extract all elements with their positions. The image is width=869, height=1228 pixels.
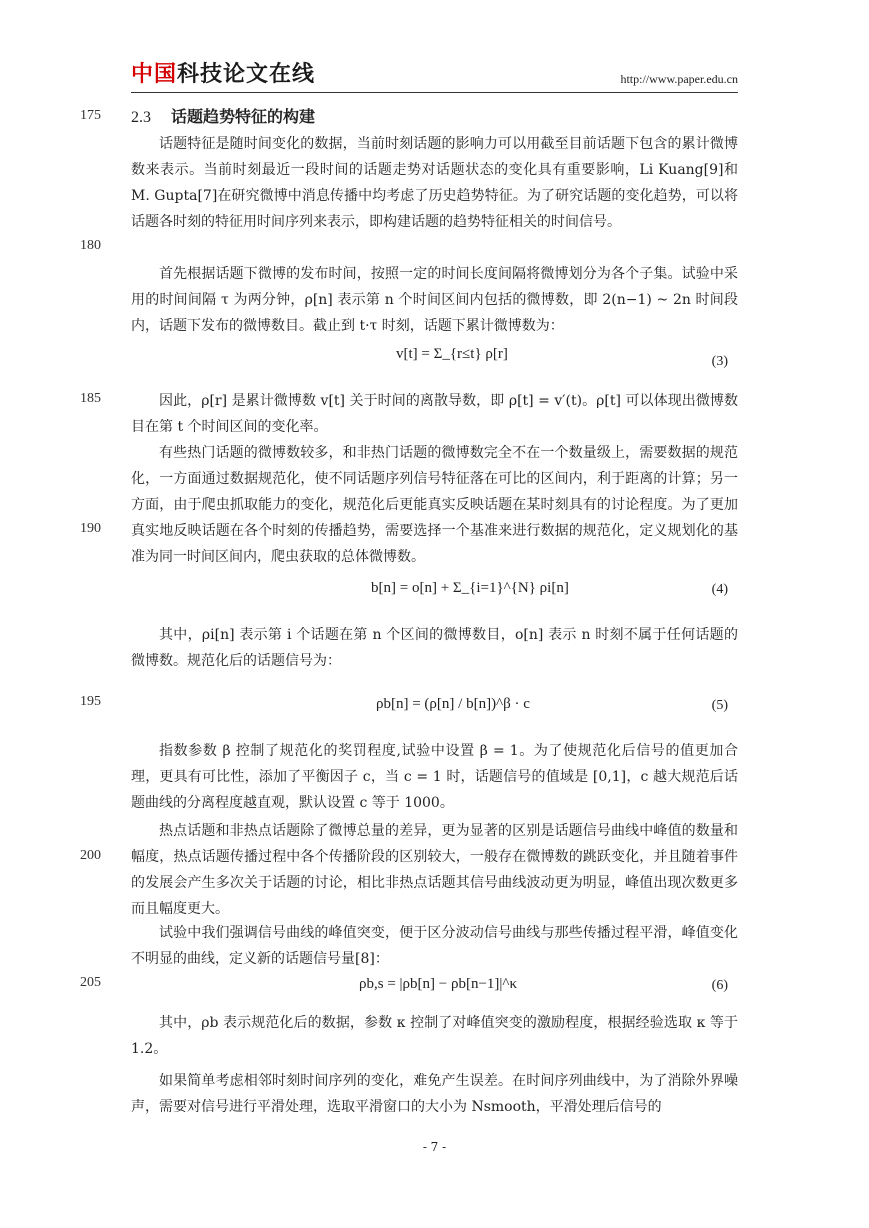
equation-body: b[n] = o[n] + Σ_{i=1}^{N} ρi[n] — [371, 580, 569, 596]
paragraph: 因此，ρ[r] 是累计微博数 v[t] 关于时间的离散导数，即 ρ[t] = v′(t)。ρ[t] 可以体现出微博数目在第 t 个时间区间的变化率。 — [131, 393, 738, 435]
paragraph: 指数参数 β 控制了规范化的奖罚程度,试验中设置 β = 1。为了使规范化后信号的值更加合理，更具有可比性，添加了平衡因子 c，当 c = 1 时，话题信号的值域是 [0,1]，c 越大规范后话题曲线的分离程度越直观，默认设置 c 等于 1000。 — [131, 743, 738, 811]
logo-dark-text: 科技论文在线 — [177, 62, 316, 87]
header-divider — [131, 92, 738, 93]
equation-number: (6) — [711, 978, 728, 993]
paragraph: 其中，ρb 表示规范化后的数据，参数 κ 控制了对峰值突变的激励程度，根据经验选取 κ 等于 1.2。 — [131, 1015, 738, 1057]
section-heading — [131, 104, 315, 127]
section-title: 话题趋势特征的构建 — [171, 107, 316, 126]
line-number: 185 — [80, 391, 101, 406]
page-number: - 7 - — [422, 1140, 447, 1154]
equation-6 — [131, 972, 738, 1004]
paragraph: 首先根据话题下微博的发布时间，按照一定的时间长度间隔将微博划分为各个子集。试验中采用的时间间隔 τ 为两分钟，ρ[n] 表示第 n 个时间区间内包括的微博数，即 2(n−1) ~ 2n 时间段内，话题下发布的微博数目。截止到 t·τ 时刻，话题下累计微博数为： — [131, 266, 738, 334]
paragraph: 话题特征是随时间变化的数据，当前时刻话题的影响力可以用截至目前话题下包含的累计微博数来表示。当前时刻最近一段时间的话题走势对话题状态的变化具有重要影响，Li Kuang[9]和 M. Gupta[7]在研究微博中消息传播中均考虑了历史趋势特征。为了研究话题的变化趋势，可以将话题各时刻的特征用时间序列来表示，即构建话题的趋势特征相关的时间信号。 — [131, 136, 738, 230]
equation-body: ρb,s = |ρb[n] − ρb[n−1]|^κ — [359, 976, 518, 992]
equation-number: (3) — [711, 354, 728, 369]
section-number: 2.3 — [131, 109, 151, 126]
logo-red-text: 中国 — [131, 62, 178, 87]
line-number: 205 — [80, 975, 101, 990]
equation-5 — [131, 690, 738, 730]
line-number: 195 — [80, 694, 101, 709]
equation-number: (5) — [711, 698, 728, 713]
line-number: 175 — [80, 108, 101, 123]
equation-3 — [131, 344, 738, 384]
equation-4 — [131, 576, 738, 616]
line-number: 200 — [80, 848, 101, 863]
paragraph: 有些热门话题的微博数较多，和非热门话题的微博数完全不在一个数量级上，需要数据的规范化，一方面通过数据规范化，使不同话题序列信号特征落在可比的区间内，利于距离的计算；另一方面，由于爬虫抓取能力的变化，规范化后更能真实反映话题在某时刻具有的讨论程度。为了更加真实地反映话题在各个时刻的传播趋势，需要选择一个基准来进行数据的规范化，定义规划化的基准为同一时间区间内，爬虫获取的总体微博数。 — [131, 445, 738, 565]
paragraph: 试验中我们强调信号曲线的峰值突变，便于区分波动信号曲线与那些传播过程平滑，峰值变化不明显的曲线，定义新的话题信号量[8]： — [131, 925, 738, 967]
equation-number: (4) — [711, 582, 728, 597]
paragraph: 其中，ρi[n] 表示第 i 个话题在第 n 个区间的微博数目，o[n] 表示 n 时刻不属于任何话题的微博数。规范化后的话题信号为： — [131, 627, 738, 669]
paragraph: 如果简单考虑相邻时刻时间序列的变化，难免产生误差。在时间序列曲线中，为了消除外界噪声，需要对信号进行平滑处理，选取平滑窗口的大小为 Nsmooth，平滑处理后信号的 — [131, 1073, 738, 1115]
equation-body: ρb[n] = (ρ[n] / b[n])^β · c — [376, 696, 530, 712]
header-url[interactable]: http://www.paper.edu.cn — [620, 72, 738, 86]
equation-body: v[t] = Σ_{r≤t} ρ[r] — [396, 346, 508, 362]
paragraph: 热点话题和非热点话题除了微博总量的差异，更为显著的区别是话题信号曲线中峰值的数量和幅度，热点话题传播过程中各个传播阶段的区别较大，一般存在微博数的跳跃变化，并且随着事件的发展会产生多次关于话题的讨论，相比非热点话题其信号曲线波动更为明显，峰值出现次数更多而且幅度更大。 — [131, 823, 738, 917]
line-number: 190 — [80, 521, 101, 536]
site-logo — [131, 62, 315, 88]
line-number: 180 — [80, 238, 101, 253]
